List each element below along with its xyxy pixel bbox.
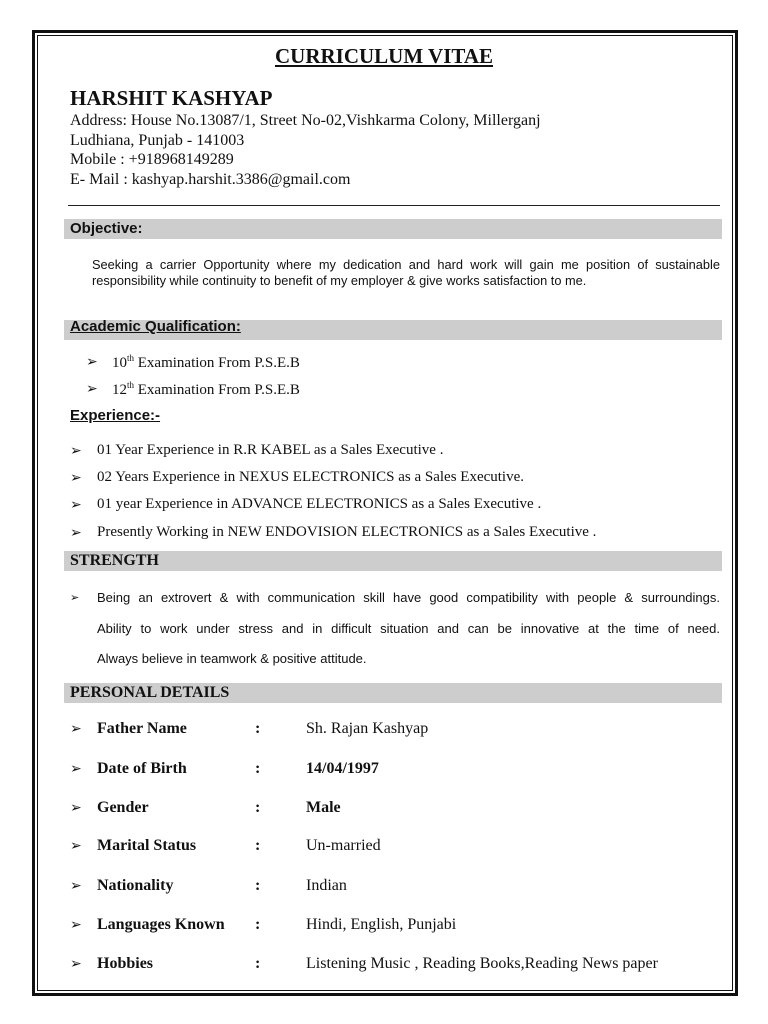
academic-item: 10th Examination From P.S.E.B <box>112 353 300 371</box>
address-line-2: Ludhiana, Punjab - 141003 <box>70 132 245 149</box>
detail-value: Sh. Rajan Kashyap <box>306 720 429 737</box>
detail-colon: : <box>255 916 261 933</box>
objective-text: Seeking a carrier Opportunity where my dedication and hard work will gain me position of sustainable responsibility while continuity to benefit of my employer & give works satisfaction to me. <box>92 257 720 288</box>
detail-label: Gender <box>97 799 149 816</box>
address-line-1: Address: House No.13087/1, Street No-02,Vishkarma Colony, Millerganj <box>70 112 541 129</box>
bullet-arrow-icon: ➢ <box>70 879 82 894</box>
detail-value: Un-married <box>306 837 381 854</box>
experience-item: 01 year Experience in ADVANCE ELECTRONICS as a Sales Executive . <box>97 496 542 512</box>
bullet-arrow-icon: ➢ <box>70 471 82 486</box>
bullet-arrow-icon: ➢ <box>70 839 82 854</box>
detail-colon: : <box>255 720 261 737</box>
bullet-arrow-icon: ➢ <box>70 957 82 972</box>
bullet-arrow-icon: ➢ <box>70 722 82 737</box>
detail-colon: : <box>255 955 261 972</box>
bullet-arrow-icon: ➢ <box>86 382 98 397</box>
mobile: Mobile : +918968149289 <box>70 151 234 168</box>
detail-value: Male <box>306 799 341 816</box>
bullet-arrow-icon: ➢ <box>70 918 82 933</box>
detail-label: Father Name <box>97 720 187 737</box>
detail-colon: : <box>255 799 261 816</box>
document-title: CURRICULUM VITAE <box>275 44 493 68</box>
bullet-arrow-icon: ➢ <box>70 592 80 604</box>
experience-heading: Experience:- <box>70 407 161 424</box>
bullet-arrow-icon: ➢ <box>70 762 82 777</box>
detail-label: Date of Birth <box>97 760 187 777</box>
strength-heading: STRENGTH <box>70 552 159 569</box>
objective-heading: Objective: <box>70 220 143 237</box>
experience-item: 01 Year Experience in R.R KABEL as a Sales Executive . <box>97 442 444 458</box>
detail-value: Indian <box>306 877 347 894</box>
header-divider <box>68 205 720 206</box>
strength-line: Being an extrovert & with communication skill have good compatibility with people & surroundings. <box>97 590 720 605</box>
objective-heading-bar <box>64 219 722 239</box>
detail-label: Nationality <box>97 877 174 894</box>
detail-colon: : <box>255 837 261 854</box>
detail-colon: : <box>255 760 261 777</box>
email: E- Mail : kashyap.harshit.3386@gmail.com <box>70 171 351 188</box>
bullet-arrow-icon: ➢ <box>70 444 82 459</box>
strength-line: Ability to work under stress and in difficult situation and can be innovative at the time of need. <box>97 621 720 636</box>
bullet-arrow-icon: ➢ <box>70 498 82 513</box>
detail-value: Listening Music , Reading Books,Reading News paper <box>306 955 658 972</box>
experience-item: 02 Years Experience in NEXUS ELECTRONICS as a Sales Executive. <box>97 469 525 485</box>
detail-value: 14/04/1997 <box>306 760 379 777</box>
strength-heading-bar <box>64 551 722 571</box>
bullet-arrow-icon: ➢ <box>70 526 82 541</box>
academic-heading: Academic Qualification: <box>70 318 241 335</box>
bullet-arrow-icon: ➢ <box>86 355 98 370</box>
detail-label: Languages Known <box>97 916 225 933</box>
detail-value: Hindi, English, Punjabi <box>306 916 457 933</box>
strength-line: Always believe in teamwork & positive attitude. <box>97 651 367 666</box>
bullet-arrow-icon: ➢ <box>70 801 82 816</box>
detail-colon: : <box>255 877 261 894</box>
detail-label: Marital Status <box>97 837 197 854</box>
detail-label: Hobbies <box>97 955 154 972</box>
personal-heading: PERSONAL DETAILS <box>70 684 230 701</box>
candidate-name: HARSHIT KASHYAP <box>70 86 273 110</box>
experience-item: Presently Working in NEW ENDOVISION ELECTRONICS as a Sales Executive . <box>97 524 597 540</box>
academic-item: 12th Examination From P.S.E.B <box>112 380 300 398</box>
